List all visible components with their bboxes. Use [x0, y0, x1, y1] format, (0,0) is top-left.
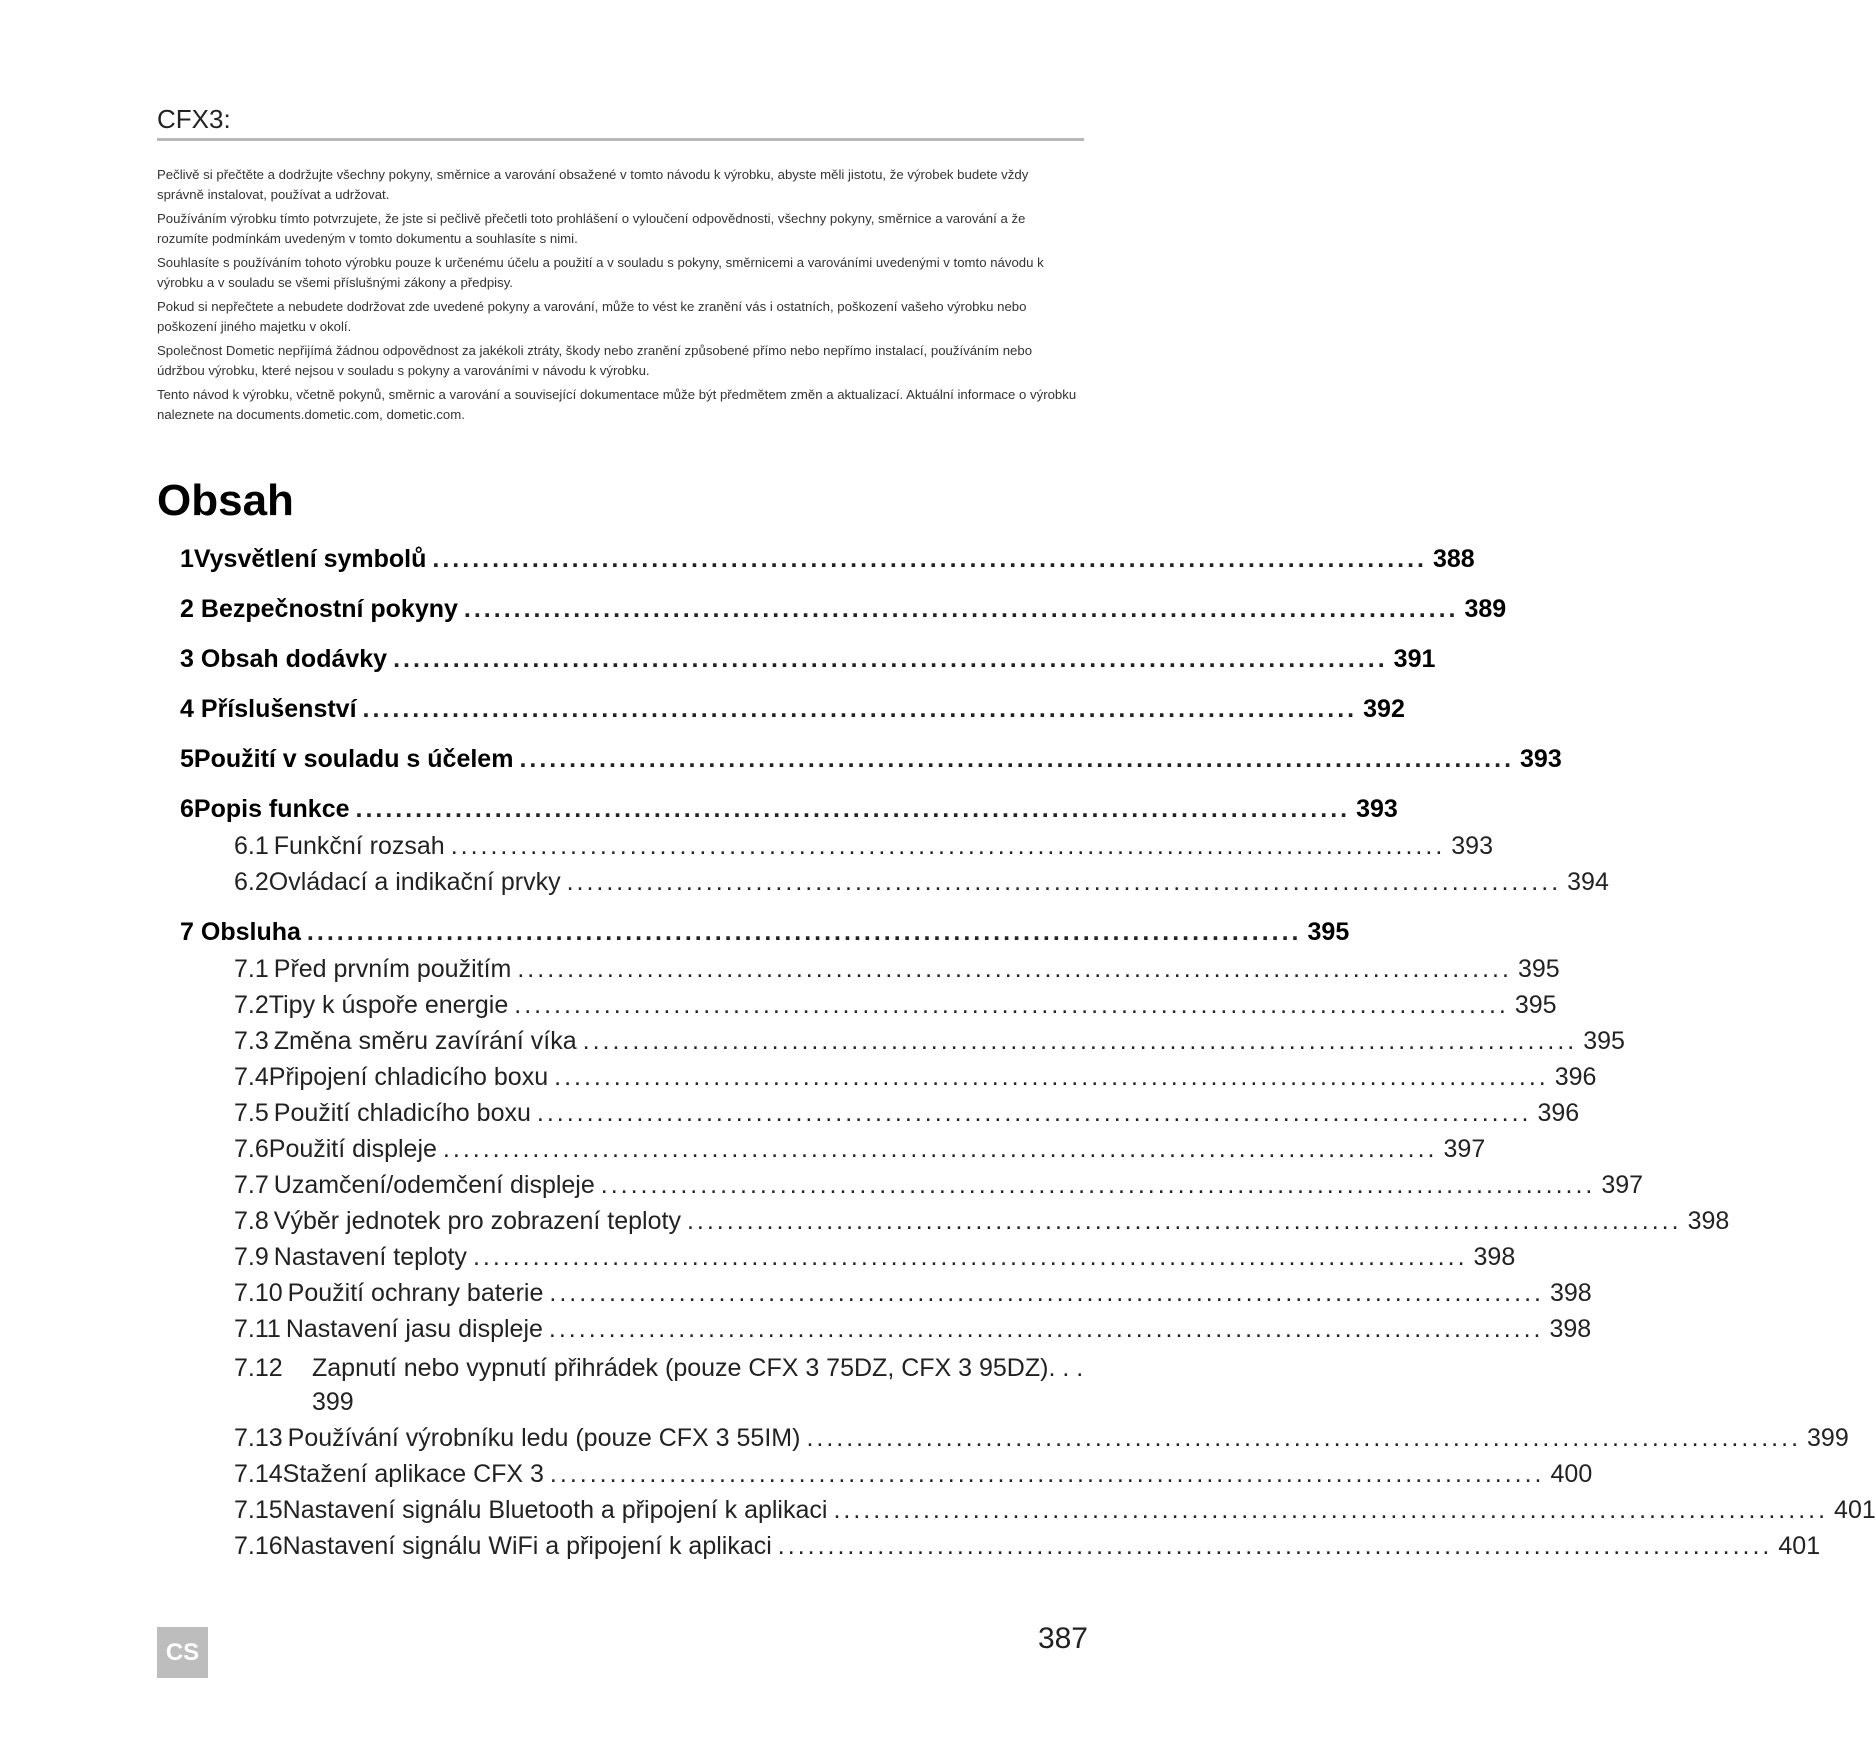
- toc-entry-7-10[interactable]: [234, 1279, 1592, 1308]
- toc-entry-page: 401: [1778, 1532, 1821, 1560]
- toc-entry-number: 7.8: [234, 1207, 269, 1235]
- toc-entry-page: 388: [1433, 545, 1475, 573]
- disclaimer-paragraph: Souhlasíte s používáním tohoto výrobku pouze k určenému účelu a použití a v souladu s pokyny, směrnicemi a varováními uvedenými v tomto návodu k výrobku a v souladu se všemi příslušnými zákony a předpisy.: [157, 255, 1044, 290]
- toc-entry-7-12[interactable]: [234, 1351, 1084, 1419]
- toc-entry-7-6[interactable]: [234, 1135, 1486, 1164]
- toc-entry-page: 389: [1464, 595, 1507, 623]
- toc-entry-title: Tipy k úspoře energie: [268, 991, 509, 1019]
- toc-entry-7[interactable]: [180, 918, 1350, 947]
- toc-entry-number: 7.6: [234, 1135, 269, 1163]
- toc-entry-number: 7: [180, 918, 194, 946]
- toc-leader-dots: ....................................................................................................: [833, 1496, 1829, 1524]
- toc-leader-dots: ....................................................................................................: [806, 1424, 1802, 1452]
- language-badge: CS: [157, 1627, 208, 1678]
- disclaimer-paragraph: Tento návod k výrobku, včetně pokynů, směrnic a varování a související dokumentace může být předmětem změn a aktualizací. Aktuální informace o výrobku naleznete na documents.dometic.com, dometic.com.: [157, 387, 1077, 422]
- toc-entry-number: 7.2: [234, 991, 269, 1019]
- toc-entry-title: Příslušenství: [200, 695, 357, 723]
- disclaimer-paragraph: Pokud si nepřečtete a nebudete dodržovat zde uvedené pokyny a varování, může to vést ke zranění vás i ostatních, poškození vašeho výrobku nebo poškození jiného majetku v okolí.: [157, 299, 1027, 334]
- toc-entry-title: Uzamčení/odemčení displeje: [273, 1171, 595, 1199]
- toc-entry-number: 1: [180, 545, 194, 573]
- toc-entry-number: 7.14: [234, 1460, 283, 1488]
- toc-entry-title: Stažení aplikace CFX 3: [282, 1460, 544, 1488]
- toc-entry-page: 395: [1583, 1027, 1625, 1055]
- toc-entry-title: Bezpečnostní pokyny: [200, 595, 458, 623]
- toc-entry-title: Použití chladicího boxu: [273, 1099, 531, 1127]
- toc-entry-7-5[interactable]: [234, 1099, 1580, 1128]
- toc-entry-7-15[interactable]: [234, 1496, 1876, 1525]
- toc-entry-6-2[interactable]: [234, 868, 1609, 897]
- toc-entry-number: 7.4: [234, 1063, 269, 1091]
- toc-entry-title: Nastavení jasu displeje: [285, 1315, 543, 1343]
- toc-entry-page: 398: [1687, 1207, 1730, 1235]
- toc-entry-7-1[interactable]: [234, 955, 1560, 984]
- toc-entry-number: 7.5: [234, 1099, 269, 1127]
- toc-leader-dots: ....................................................................................................: [514, 991, 1509, 1019]
- toc-heading: Obsah: [157, 476, 294, 525]
- toc-entry-title: Výběr jednotek pro zobrazení teploty: [273, 1207, 681, 1235]
- header-divider: [157, 138, 1084, 141]
- toc-entry-page: 397: [1443, 1135, 1486, 1163]
- toc-entry-title: Použití displeje: [268, 1135, 437, 1163]
- toc-entry-page: 395: [1307, 918, 1350, 946]
- toc-leader-dots: ....................................................................................................: [450, 832, 1446, 860]
- toc-entry-7-2[interactable]: [234, 991, 1557, 1020]
- toc-entry-number: 7.12: [234, 1354, 283, 1382]
- toc-entry-number: 6: [180, 795, 194, 823]
- toc-entry-2[interactable]: [180, 595, 1507, 624]
- toc-entry-7-3[interactable]: [234, 1027, 1625, 1056]
- toc-entry-number: 7.16: [234, 1532, 283, 1560]
- toc-entry-page: 393: [1356, 795, 1398, 823]
- toc-entry-page: 393: [1520, 745, 1562, 773]
- toc-entry-6-1[interactable]: [234, 832, 1493, 861]
- toc-entry-title: Nastavení teploty: [273, 1243, 467, 1271]
- toc-entry-page: 394: [1567, 868, 1609, 896]
- toc-leader-dots: ....................................................................................................: [548, 1315, 1544, 1343]
- toc-entry-page: 401: [1834, 1496, 1876, 1524]
- toc-entry-number: 6.1: [234, 832, 269, 860]
- toc-entry-page: 391: [1393, 645, 1436, 673]
- toc-leader-dots: ....................................................................................................: [355, 795, 1351, 823]
- toc-entry-number: 7.3: [234, 1027, 269, 1055]
- toc-leader-dots: ....................................................................................................: [549, 1460, 1545, 1488]
- toc-entry-7-4[interactable]: [234, 1063, 1597, 1092]
- toc-entry-page: 397: [1601, 1171, 1644, 1199]
- toc-leader-dots: ....................................................................................................: [519, 745, 1515, 773]
- toc-entry-5[interactable]: [180, 745, 1562, 774]
- toc-leader-dots: ....................................................................................................: [536, 1099, 1532, 1127]
- toc-entry-page: 396: [1537, 1099, 1580, 1127]
- document-header-title: CFX3:: [157, 104, 231, 134]
- toc-entry-page: 395: [1514, 991, 1557, 1019]
- toc-leader-dots: ....................................................................................................: [393, 645, 1388, 673]
- toc-entry-title: Připojení chladicího boxu: [268, 1063, 549, 1091]
- toc-entry-number: 7.7: [234, 1171, 269, 1199]
- toc-entry-title: Zapnutí nebo vypnutí přihrádek (pouze CFX 3 75DZ, CFX 3 95DZ). . .: [312, 1354, 1084, 1382]
- toc-entry-number: 7.9: [234, 1243, 269, 1271]
- toc-entry-4[interactable]: [180, 695, 1405, 724]
- toc-entry-number: 3: [180, 645, 194, 673]
- toc-entry-number: 7.10: [234, 1279, 283, 1307]
- toc-entry-7-14[interactable]: [234, 1460, 1593, 1489]
- toc-entry-title: Používání výrobníku ledu (pouze CFX 3 55IM): [287, 1424, 801, 1452]
- toc-entry-7-9[interactable]: [234, 1243, 1516, 1272]
- toc-entry-page: 398: [1549, 1315, 1592, 1343]
- toc-entry-title: Funkční rozsah: [273, 832, 445, 860]
- toc-entry-title: Ovládací a indikační prvky: [268, 868, 561, 896]
- toc-entry-number: 4: [180, 695, 194, 723]
- toc-entry-page: 399: [312, 1388, 354, 1416]
- page-number: 387: [1037, 1622, 1088, 1655]
- toc-leader-dots: ....................................................................................................: [566, 868, 1562, 896]
- disclaimer-paragraph: Používáním výrobku tímto potvrzujete, že jste si pečlivě přečetli toto prohlášení o vyloučení odpovědnosti, všechny pokyny, směrnice a varování a že rozumíte podmínkám uvedeným v tomto dokumentu a souhlasíte s nimi.: [157, 211, 1026, 246]
- toc-entry-number: 7.15: [234, 1496, 283, 1524]
- toc-entry-page: 398: [1549, 1279, 1592, 1307]
- toc-entry-number: 7.1: [234, 955, 269, 983]
- toc-entry-number: 7.11: [234, 1315, 281, 1343]
- toc-leader-dots: ....................................................................................................: [306, 918, 1302, 946]
- toc-leader-dots: ....................................................................................................: [686, 1207, 1682, 1235]
- toc-entry-7-8[interactable]: [234, 1207, 1730, 1236]
- toc-entry-7-11[interactable]: [234, 1315, 1592, 1344]
- toc-entry-title: Popis funkce: [193, 795, 350, 823]
- toc-entry-number: 7.13: [234, 1424, 283, 1452]
- toc-leader-dots: ....................................................................................................: [582, 1027, 1578, 1055]
- toc-leader-dots: ....................................................................................................: [600, 1171, 1596, 1199]
- toc-entry-page: 399: [1807, 1424, 1849, 1452]
- toc-entry-title: Změna směru zavírání víka: [273, 1027, 577, 1055]
- toc-entry-page: 400: [1550, 1460, 1593, 1488]
- toc-leader-dots: ....................................................................................................: [517, 955, 1512, 983]
- toc-entry-number: 5: [180, 745, 194, 773]
- toc-leader-dots: ....................................................................................................: [554, 1063, 1549, 1091]
- toc-entry-title: Obsah dodávky: [200, 645, 388, 673]
- toc-entry-page: 396: [1554, 1063, 1597, 1091]
- toc-entry-6[interactable]: [180, 795, 1398, 824]
- disclaimer-paragraph: Pečlivě si přečtěte a dodržujte všechny pokyny, směrnice a varování obsažené v tomto návodu k výrobku, abyste měli jistotu, že výrobek budete vždy správně instalovat, používat a udržovat.: [157, 167, 1029, 202]
- toc-entry-page: 398: [1473, 1243, 1516, 1271]
- toc-entry-3[interactable]: [180, 645, 1436, 674]
- toc-entry-page: 395: [1517, 955, 1560, 983]
- toc-leader-dots: ....................................................................................................: [463, 595, 1459, 623]
- toc-entry-title: Vysvětlení symbolů: [193, 545, 427, 573]
- toc-entry-page: 393: [1451, 832, 1493, 860]
- toc-leader-dots: ....................................................................................................: [442, 1135, 1438, 1163]
- toc-leader-dots: ....................................................................................................: [472, 1243, 1468, 1271]
- toc-entry-number: 6.2: [234, 868, 269, 896]
- toc-entry-7-16[interactable]: [234, 1532, 1821, 1561]
- disclaimer-block: [157, 165, 1077, 429]
- toc-entry-7-13[interactable]: [234, 1424, 1849, 1453]
- toc-leader-dots: ....................................................................................................: [549, 1279, 1544, 1307]
- toc-entry-title: Obsluha: [200, 918, 301, 946]
- toc-entry-title: Použití ochrany baterie: [287, 1279, 544, 1307]
- toc-entry-title: Před prvním použitím: [273, 955, 512, 983]
- toc-entry-title: Nastavení signálu WiFi a připojení k aplikaci: [282, 1532, 772, 1560]
- toc-entry-page: 392: [1363, 695, 1405, 723]
- toc-leader-dots: ....................................................................................................: [432, 545, 1427, 573]
- toc-leader-dots: ....................................................................................................: [777, 1532, 1773, 1560]
- toc-entry-number: 2: [180, 595, 194, 623]
- toc-leader-dots: ....................................................................................................: [362, 695, 1358, 723]
- disclaimer-paragraph: Společnost Dometic nepřijímá žádnou odpovědnost za jakékoli ztráty, škody nebo zranění způsobené přímo nebo nepřímo instalací, používáním nebo údržbou výrobku, které nejsou v souladu s pokyny a varováními v návodu k výrobku.: [157, 343, 1033, 378]
- toc-entry-1[interactable]: [180, 545, 1475, 574]
- toc-entry-title: Použití v souladu s účelem: [193, 745, 514, 773]
- toc-entry-7-7[interactable]: [234, 1171, 1644, 1200]
- toc-entry-title: Nastavení signálu Bluetooth a připojení k aplikaci: [282, 1496, 828, 1524]
